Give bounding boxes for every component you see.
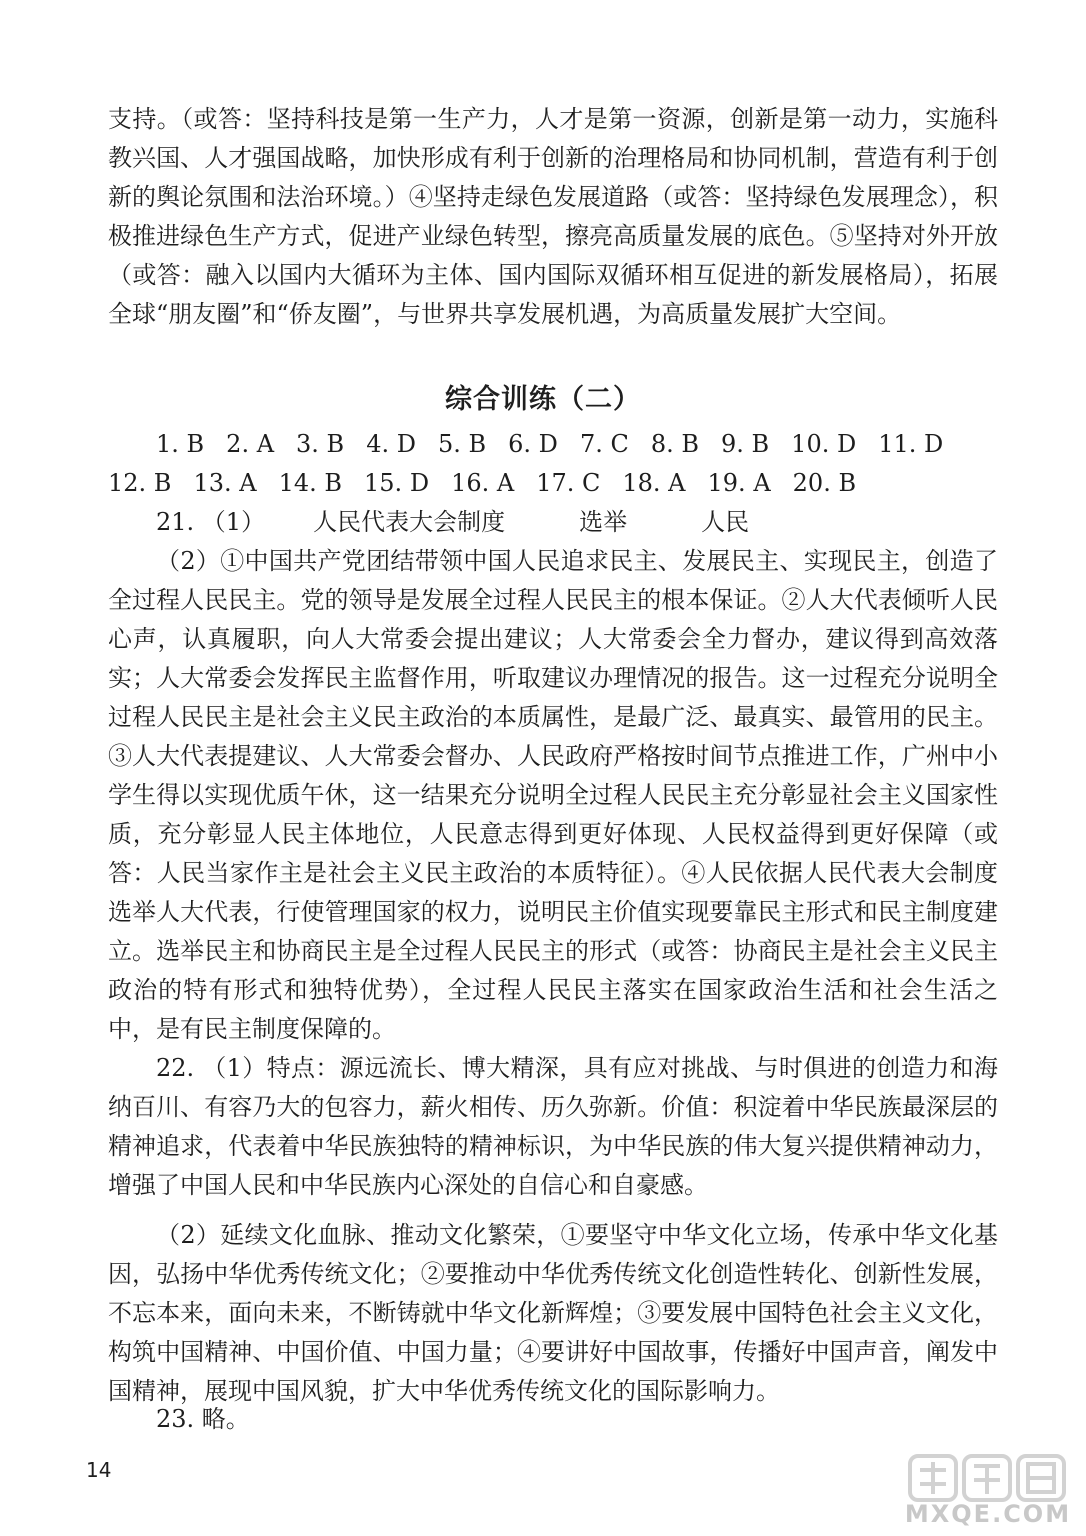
page-number: 14	[86, 1458, 112, 1482]
choice-answer: 10. D	[791, 430, 857, 458]
q22-part1: 22. （1）特点：源远流长、博大精深，具有应对挑战、与时俱进的创造力和海纳百川、有容乃大的包容力，薪火相传、历久弥新。价值：积淀着中华民族最深层的精神追求，代表着中华民族独特的精神标识，为中华民族的伟大复兴提供精神动力，增强了中国人民和中华民族内心深处的自信心和自豪感。	[108, 1054, 998, 1199]
choice-answer: 18. A	[622, 469, 686, 497]
q23-text: 23. 略。	[156, 1405, 250, 1433]
choice-answer: 16. A	[451, 469, 515, 497]
choice-answer: 20. B	[792, 469, 857, 497]
q21-part2: （2）①中国共产党团结带领中国人民追求民主、发展民主、实现民主，创造了全过程人民民主。党的领导是发展全过程人民民主的根本保证。②人大代表倾听人民心声，认真履职，向人大常委会提出建议；人大常委会全力督办，建议得到高效落实；人大常委会发挥民主监督作用，听取建议办理情况的报告。这一过程充分说明全过程人民民主是社会主义民主政治的本质属性，是最广泛、最真实、最管用的民主。③人大代表提建议、人大常委会督办、人民政府严格按时间节点推进工作，广州中小学生得以实现优质午休，这一结果充分说明全过程人民民主充分彰显社会主义国家性质，充分彰显人民主体地位，人民意志得到更好体现、人民权益得到更好保障（或答：人民当家作主是社会主义民主政治的本质特征）。④人民依据人民代表大会制度选举人大代表，行使管理国家的权力，说明民主价值实现要靠民主形式和民主制度建立。选举民主和协商民主是全过程人民民主的形式（或答：协商民主是社会主义民主政治的特有形式和独特优势），全过程人民民主落实在国家政治生活和社会生活之中，是有民主制度保障的。	[108, 547, 998, 1043]
choice-answer: 3. B	[296, 430, 345, 458]
question-21	[108, 503, 998, 1049]
choice-answer: 19. A	[707, 469, 771, 497]
choice-answer: 2. A	[226, 430, 275, 458]
watermark-text: MXQE.COM	[904, 1500, 1072, 1528]
continuation-text: 支持。（或答：坚持科技是第一生产力，人才是第一资源，创新是第一动力，实施科教兴国、人才强国战略，加快形成有利于创新的治理格局和协同机制，营造有利于创新的舆论氛围和法治环境。）④坚持走绿色发展道路（或答：坚持绿色发展理念），积极推进绿色生产方式，促进产业绿色转型，擦亮高质量发展的底色。⑤坚持对外开放（或答：融入以国内大循环为主体、国内国际双循环相互促进的新发展格局），拓展全球“朋友圈”和“侨友圈”，与世界共享发展机遇，为高质量发展扩大空间。	[108, 105, 998, 328]
q21-item-2: 选举	[579, 508, 628, 536]
q21-item-1: 人民代表大会制度	[313, 508, 506, 536]
question-23	[108, 1400, 998, 1439]
choice-answer: 8. B	[650, 430, 699, 458]
section-title: 综合训练（二）	[445, 384, 641, 415]
choice-answer: 15. D	[364, 469, 430, 497]
q21-part1-label: 21. （1）	[156, 508, 266, 536]
choice-answer: 17. C	[536, 469, 601, 497]
watermark-icon	[904, 1450, 1072, 1506]
choice-answer: 11. D	[878, 430, 944, 458]
choice-answer: 12. B	[108, 469, 172, 497]
choice-answers-row-1	[108, 425, 998, 464]
choice-answer: 5. B	[437, 430, 487, 458]
choice-answers-row-2	[108, 464, 998, 503]
choice-answer: 7. C	[579, 430, 629, 458]
choice-answer: 4. D	[366, 430, 416, 458]
q22-part2: （2）延续文化血脉、推动文化繁荣，①要坚守中华文化立场，传承中华文化基因，弘扬中华优秀传统文化；②要推动中华优秀传统文化创造性转化、创新性发展，不忘本来，面向未来，不断铸就中华文化新辉煌；③要发展中国特色社会主义文化，构筑中国精神、中国价值、中国力量；④要讲好中国故事，传播好中国声音，阐发中国精神，展现中国风貌，扩大中华优秀传统文化的国际影响力。	[108, 1221, 998, 1405]
choice-answer: 9. B	[721, 430, 770, 458]
choice-answer: 1. B	[156, 430, 205, 458]
choice-answer: 14. B	[278, 469, 343, 497]
continuation-paragraph	[108, 100, 998, 334]
q21-part1	[108, 503, 998, 542]
choice-answer: 13. A	[193, 469, 257, 497]
question-22	[108, 1049, 998, 1411]
choice-answer: 6. D	[508, 430, 558, 458]
q21-item-3: 人民	[701, 508, 750, 536]
watermark-logo	[904, 1450, 1072, 1528]
choice-answers	[108, 425, 998, 503]
